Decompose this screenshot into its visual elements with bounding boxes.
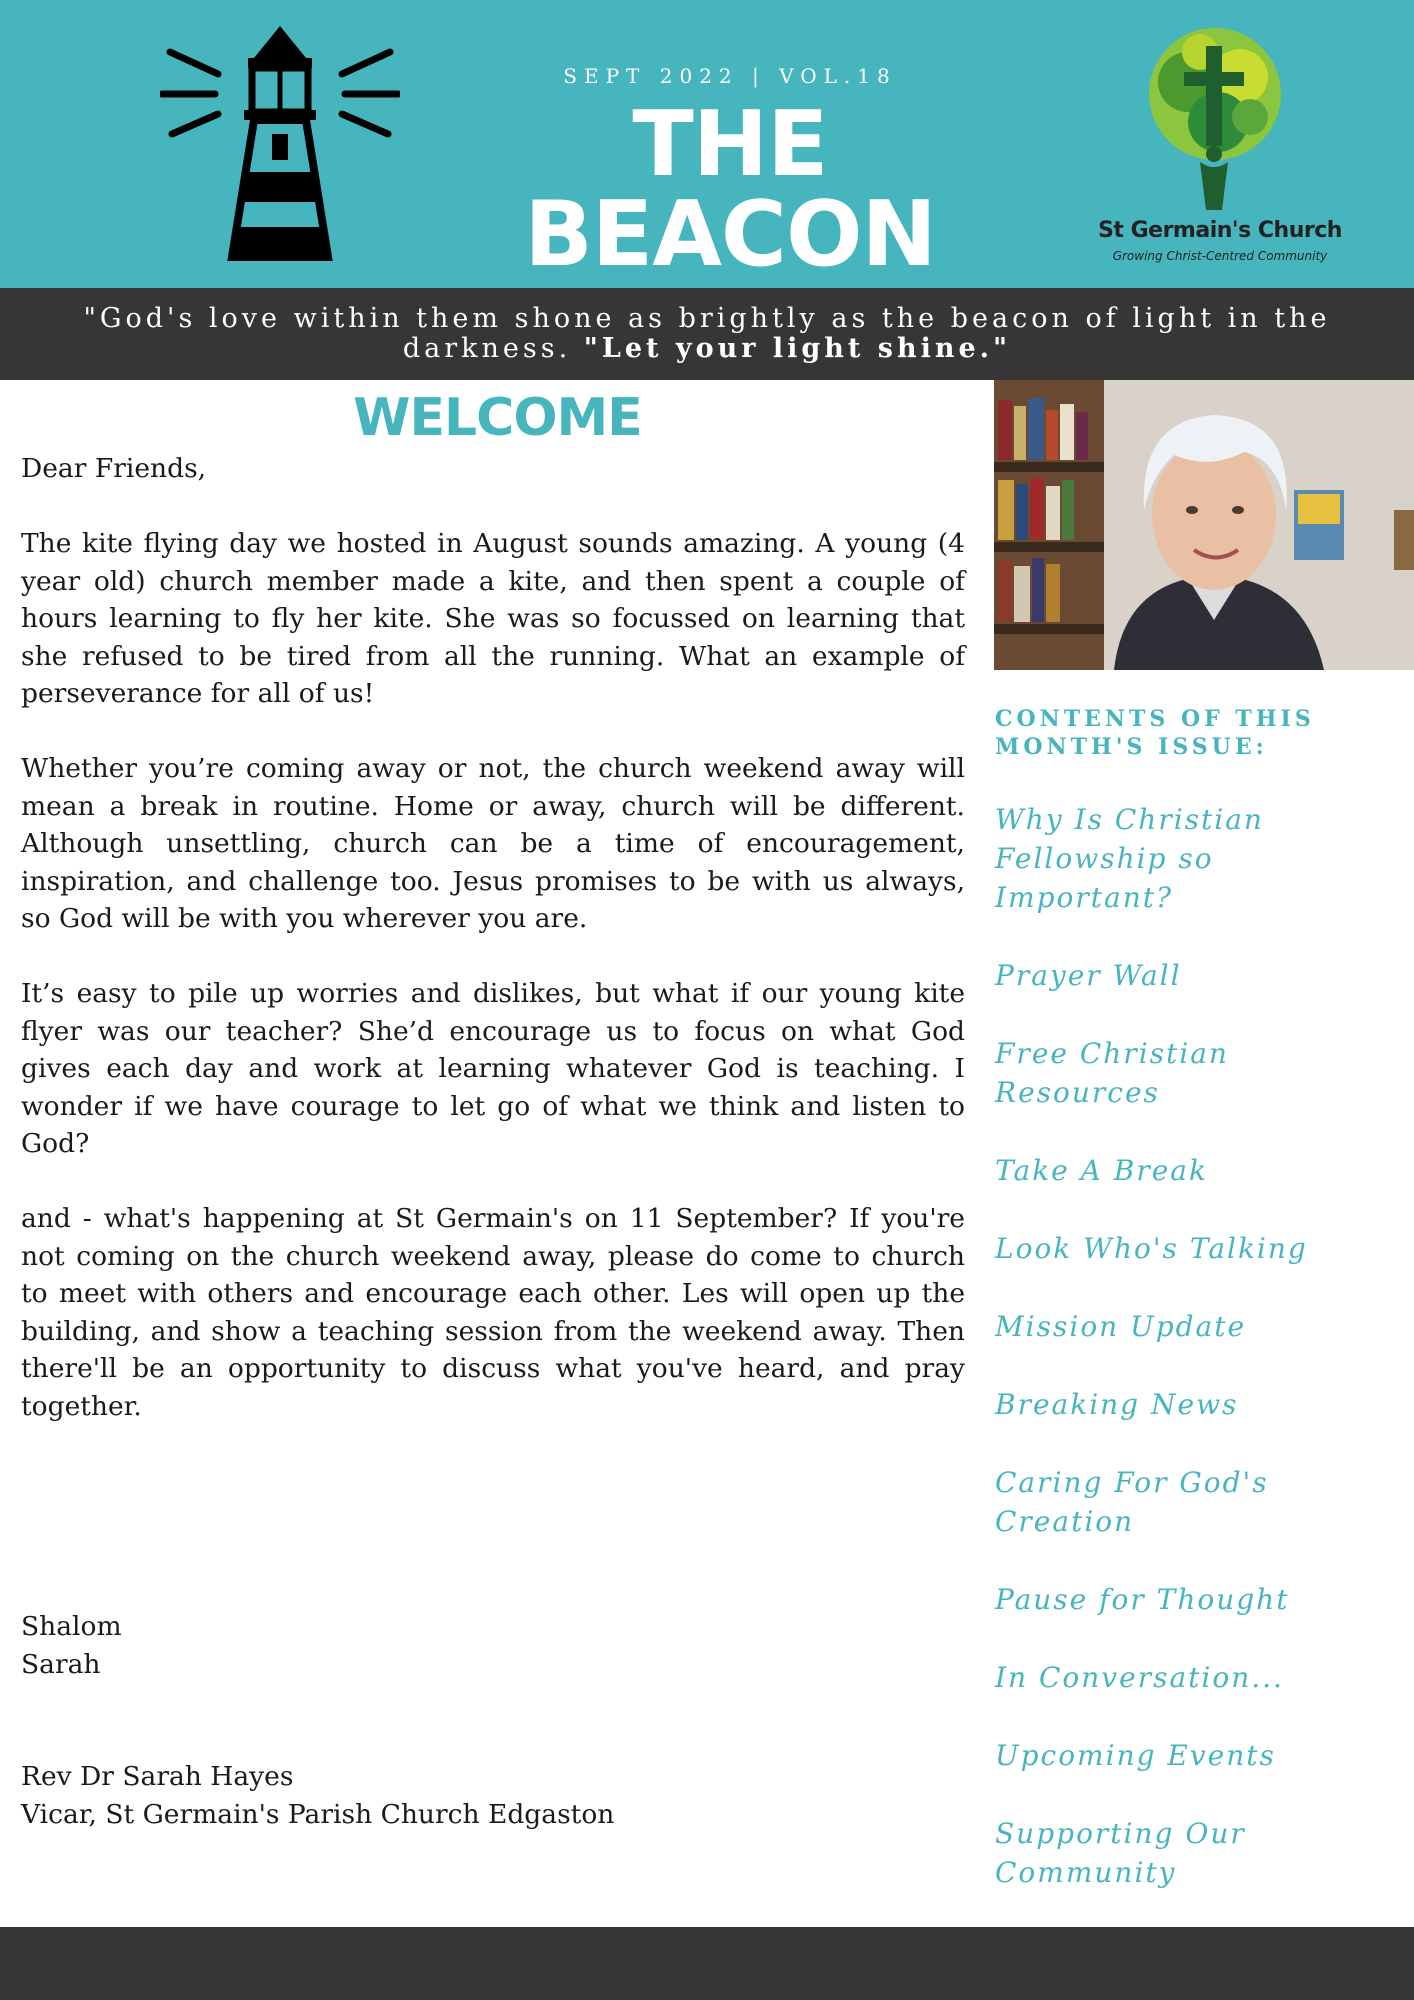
church-tree-logo	[1140, 22, 1290, 212]
quote-banner	[0, 288, 1414, 380]
quote-emphasis: "Let your light shine."	[583, 333, 1012, 364]
contents-list	[995, 800, 1395, 1931]
author-role: Vicar, St Germain's Parish Church Edgaston	[21, 1798, 615, 1830]
contents-item[interactable]: Why Is Christian Fellowship so Important?	[995, 803, 1264, 914]
signoff-name: Sarah	[21, 1648, 101, 1680]
author-name: Rev Dr Sarah Hayes	[21, 1761, 294, 1792]
letter-paragraph: Whether you’re coming away or not, the church weekend away will mean a break in routine. Home or away, church will be different. Although unsettling, church can be a time of encouragement, inspiration, and challenge too. Jesus promises to be with us always, so God will be with you wherever you are.	[21, 753, 965, 934]
contents-item[interactable]: Caring For God's Creation	[995, 1466, 1269, 1538]
contents-item[interactable]: Look Who's Talking	[995, 1232, 1308, 1265]
author-signature	[21, 1758, 614, 1833]
footer-bar	[0, 1927, 1414, 2000]
vicar-photo	[994, 380, 1414, 670]
newsletter-title: THE BEACON	[524, 92, 936, 287]
contents-item[interactable]: Breaking News	[995, 1388, 1239, 1421]
letter-paragraph: and - what's happening at St Germain's on 11 September? If you're not coming on the church weekend away, please do come to church to meet with others and encourage each other. Les will open up the building, and show a teaching session from the weekend away. Then there'll be an opportunity to discuss what you've heard, and pray together.	[21, 1203, 965, 1422]
contents-item[interactable]: Prayer Wall	[995, 959, 1182, 992]
issue-date-volume: SEPT 2022 | VOL.18	[563, 64, 897, 88]
church-name: St Germain's Church	[1098, 218, 1342, 243]
contents-item[interactable]: Free Christian Resources	[995, 1037, 1229, 1109]
contents-item[interactable]: Supporting Our Community	[995, 1817, 1246, 1889]
contents-item[interactable]: Pause for Thought	[995, 1583, 1290, 1616]
letter-signoff	[21, 1608, 122, 1683]
letter-paragraph: It’s easy to pile up worries and dislikes, but what if our young kite flyer was our teacher? She’d encourage us to focus on what God gives each day and work at learning whatever God is teaching. I wonder if we have courage to let go of what we think and listen to God?	[21, 978, 965, 1159]
quote-text: "God's love within them shone as brightly as the beacon of light in the darkness.	[83, 303, 1331, 364]
letter-greeting: Dear Friends,	[21, 453, 207, 484]
letter-paragraph: The kite flying day we hosted in August sounds amazing. A young (4 year old) church member made a kite, and then spent a couple of hours learning to fly her kite. She was so focussed on learning that she refused to be tired from all the running. What an example of perseverance for all of us!	[21, 528, 965, 709]
contents-item[interactable]: In Conversation...	[995, 1661, 1284, 1694]
signoff-word: Shalom	[21, 1611, 122, 1642]
welcome-heading: WELCOME	[353, 388, 642, 448]
contents-item[interactable]: Mission Update	[995, 1310, 1247, 1343]
contents-item[interactable]: Upcoming Events	[995, 1739, 1276, 1772]
lighthouse-icon	[160, 22, 400, 262]
contents-item[interactable]: Take A Break	[995, 1154, 1208, 1187]
contents-heading: CONTENTS OF THIS MONTH'S ISSUE:	[995, 706, 1315, 760]
welcome-letter	[21, 450, 965, 1463]
masthead	[0, 0, 1414, 288]
church-tagline: Growing Christ-Centred Community	[1112, 249, 1328, 263]
